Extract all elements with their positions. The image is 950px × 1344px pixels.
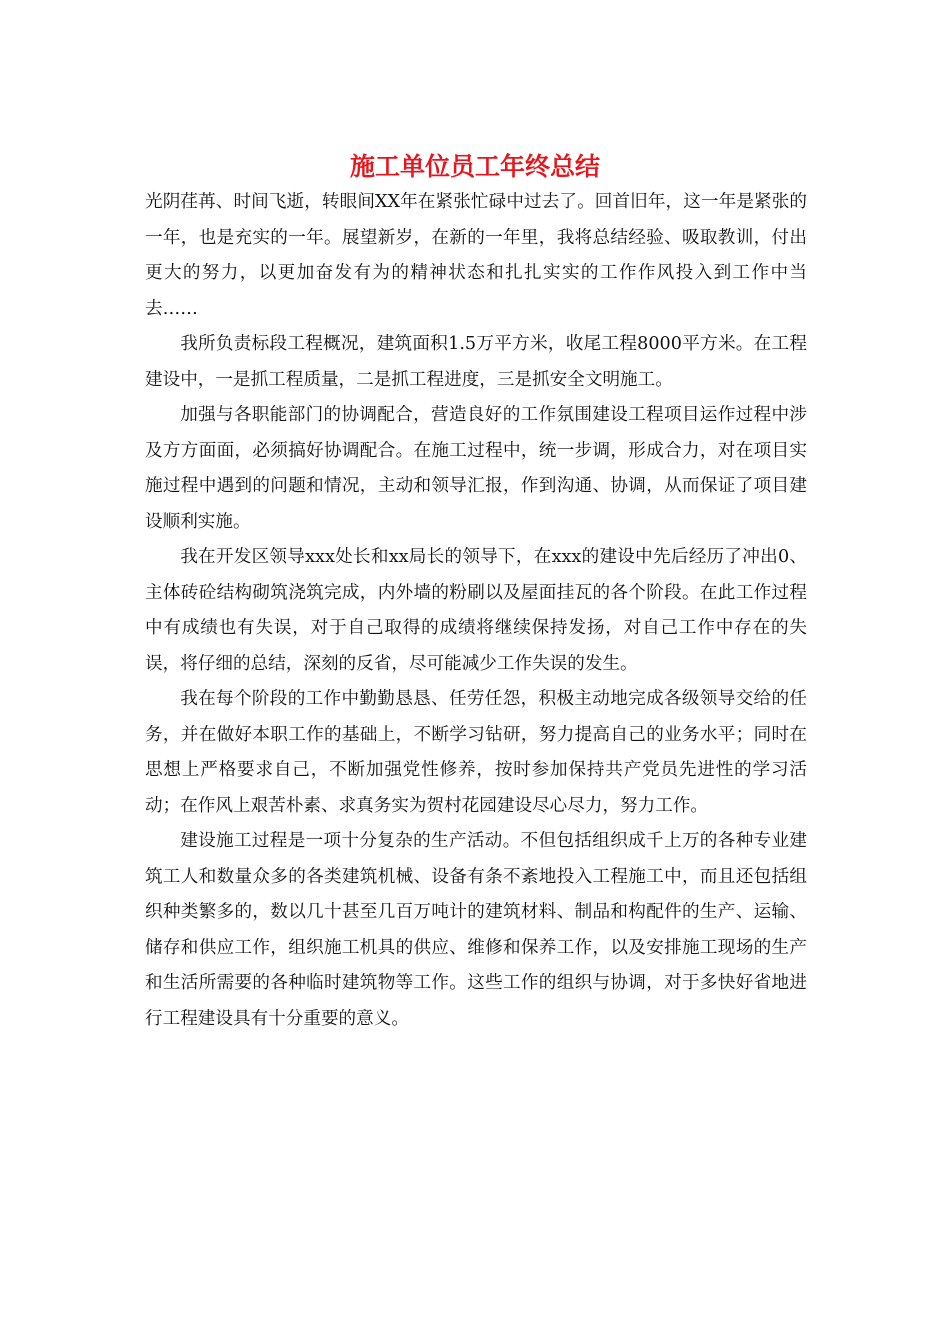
document-body: [145, 185, 807, 1037]
paragraph-work-attitude: 我在每个阶段的工作中勤勤恳恳、任劳任怨，积极主动地完成各级领导交给的任务，并在做好本职工作的基础上，不断学习钻研，努力提高自己的业务水平；同时在思想上严格要求自己，不断加强党性修养，按时参加保持共产党员先进性的学习活动；在作风上艰苦朴素、求真务实为贺村花园建设尽心尽力，努力工作。: [145, 689, 807, 816]
paragraph-construction-process: 建设施工过程是一项十分复杂的生产活动。不但包括组织成千上万的各种专业建筑工人和数量众多的各类建筑机械、设备有条不紊地投入工程施工中，而且还包括组织种类繁多的，数以几十甚至几百万吨计的建筑材料、制品和构配件的生产、运输、储存和供应工作，组织施工机具的供应、维修和保养工作，以及安排施工现场的生产和生活所需要的各种临时建筑物等工作。这些工作的组织与协调，对于多快好省地进行工程建设具有十分重要的意义。: [145, 831, 807, 1029]
paragraph-coordination: 加强与各职能部门的协调配合，营造良好的工作氛围建设工程项目运作过程中涉及方方面面，必须搞好协调配合。在施工过程中，统一步调，形成合力，对在项目实施过程中遇到的问题和情况，主动和领导汇报，作到沟通、协调，从而保证了项目建设顺利实施。: [145, 405, 807, 532]
paragraph-construction-stages: 我在开发区领导xxx处长和xx局长的领导下，在xxx的建设中先后经历了冲出0、主体砖砼结构砌筑浇筑完成，内外墙的粉刷以及屋面挂瓦的各个阶段。在此工作过程中有成绩也有失误，对于自己取得的成绩将继续保持发扬，对自己工作中存在的失误，将仔细的总结，深刻的反省，尽可能减少工作失误的发生。: [145, 547, 807, 674]
document-title: 施工单位员工年终总结: [349, 152, 600, 181]
paragraph-intro: 光阴荏苒、时间飞逝，转眼间XX年在紧张忙碌中过去了。回首旧年，这一年是紧张的一年，也是充实的一年。展望新岁，在新的一年里，我将总结经验、吸取教训，付出更大的努力，以更加奋发有为的精神状态和扎扎实实的工作作风投入到工作中当去……: [145, 192, 807, 319]
paragraph-project-overview: 我所负责标段工程概况，建筑面积1.5万平方米，收尾工程8000平方米。在工程建设中，一是抓工程质量，二是抓工程进度，三是抓安全文明施工。: [145, 334, 807, 390]
